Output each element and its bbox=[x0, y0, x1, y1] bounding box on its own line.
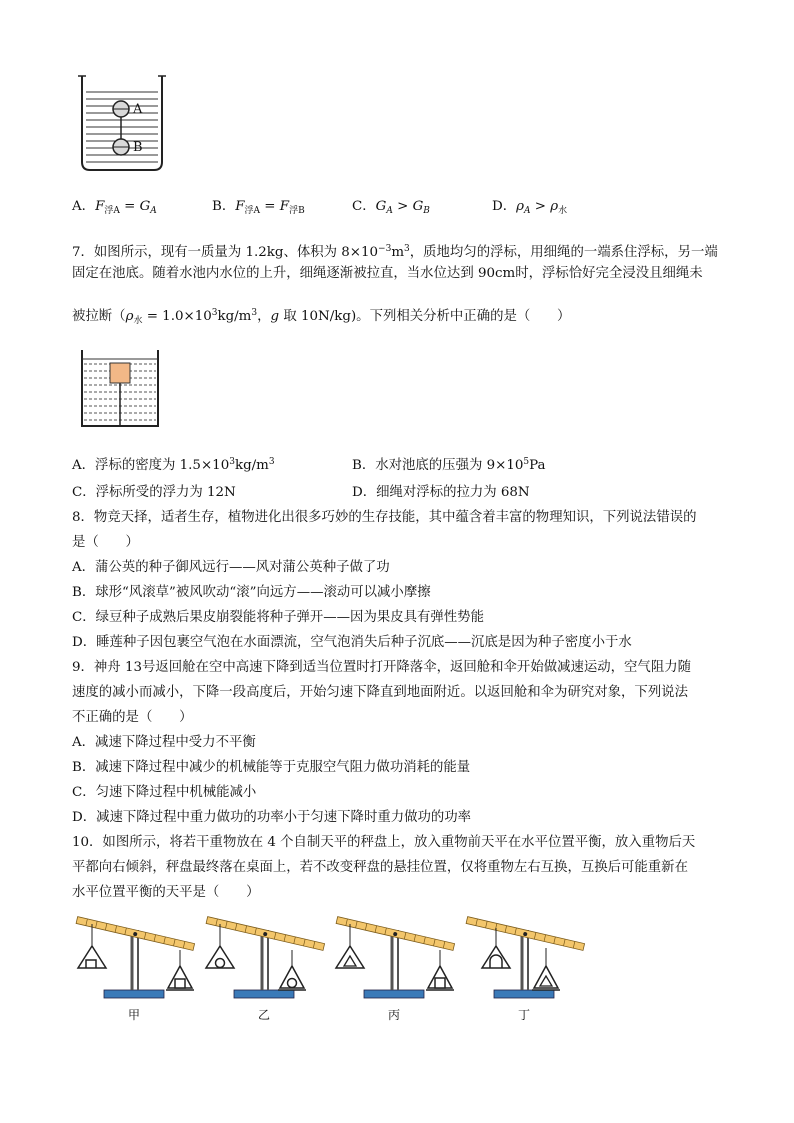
q6-option-c-op: > bbox=[392, 199, 413, 214]
q9-stem-line2: 速度的减小而减小，下降一段高度后，开始匀速下降直到地面附近。以返回舱和伞为研究对象，下列说法 bbox=[72, 685, 688, 700]
q10-stem-line3: 水平位置平衡的天平是（ ） bbox=[72, 885, 260, 900]
q6-option-a-letter: A． bbox=[72, 199, 96, 214]
q9-option-d[interactable]: D．减速下降过程中重力做功的功率小于匀速下降时重力做功的功率 bbox=[72, 810, 472, 825]
q7-line3-e: 取 10N/kg)。下列相关分析中正确的是（ ） bbox=[279, 309, 571, 324]
q6-option-c-rhs: G bbox=[412, 199, 424, 214]
q8-option-a[interactable]: A．蒲公英的种子御风远行——风对蒲公英种子做了功 bbox=[72, 560, 390, 575]
q7-line1-b: m bbox=[391, 245, 405, 260]
q7-stem-line1 bbox=[72, 240, 718, 262]
q7-opt-a-pre: A．浮标的密度为 1.5×10 bbox=[72, 458, 230, 473]
q6-option-b-rhs-sub: 浮B bbox=[289, 206, 305, 216]
q6-beaker-figure bbox=[70, 72, 170, 176]
q7-line1-exp: −3 bbox=[378, 244, 392, 254]
q9-option-b[interactable]: B．减速下降过程中减少的机械能等于克服空气阻力做功消耗的能量 bbox=[72, 760, 471, 775]
ball-b-label: B bbox=[133, 140, 143, 155]
balance-jia bbox=[70, 910, 200, 1002]
q6-option-a[interactable] bbox=[72, 198, 157, 220]
q6-option-c-letter: C． bbox=[352, 199, 376, 214]
q7-line3-exp: 3 bbox=[211, 308, 218, 318]
q6-option-d-rhs-sub: 水 bbox=[558, 206, 568, 216]
q7-opt-a-exp2: 3 bbox=[268, 457, 275, 467]
q6-option-b-letter: B． bbox=[212, 199, 236, 214]
q7-pool-figure bbox=[80, 350, 160, 428]
q7-opt-a-exp: 3 bbox=[229, 457, 235, 467]
q6-option-d-lhs-sub: A bbox=[524, 206, 531, 216]
q6-option-b-lhs-sub: 浮A bbox=[244, 206, 261, 216]
q7-line3-c: kg/m bbox=[217, 309, 252, 324]
q6-option-d-lhs: ρ bbox=[516, 199, 525, 214]
q8-option-d[interactable]: D．睡莲种子因包裹空气泡在水面漂流，空气泡消失后种子沉底——沉底是因为种子密度小于水 bbox=[72, 635, 632, 650]
q6-option-b-rhs: F bbox=[279, 199, 290, 214]
q8-option-c[interactable]: C．绿豆种子成熟后果皮崩裂能将种子弹开——因为果皮具有弹性势能 bbox=[72, 610, 484, 625]
q6-option-b-lhs: F bbox=[235, 199, 245, 214]
q6-option-c-lhs-sub: A bbox=[386, 206, 393, 216]
caption-ding: 丁 bbox=[518, 1008, 531, 1022]
caption-jia: 甲 bbox=[128, 1008, 141, 1022]
balance-yi bbox=[200, 910, 330, 1002]
float-block bbox=[110, 363, 130, 383]
q7-line1-a: 7．如图所示，现有一质量为 1.2kg、体积为 8×10 bbox=[72, 245, 379, 260]
balance-bing bbox=[330, 910, 460, 1002]
q8-stem-line2: 是（ ） bbox=[72, 535, 139, 550]
q6-option-b[interactable] bbox=[212, 198, 305, 220]
caption-bing: 丙 bbox=[388, 1008, 401, 1022]
q10-stem-line1: 10．如图所示，将若干重物放在 4 个自制天平的秤盘上，放入重物前天平在水平位置平衡，放入重物后天 bbox=[72, 835, 696, 850]
q6-option-a-op: = bbox=[119, 199, 140, 214]
q7-line3-g: g bbox=[270, 309, 280, 324]
q7-line3-a: 被拉断（ bbox=[72, 309, 126, 324]
q7-option-c[interactable]: C．浮标所受的浮力为 12N bbox=[72, 485, 236, 500]
q6-option-a-lhs-sub: 浮A bbox=[104, 206, 120, 216]
q6-option-c[interactable] bbox=[352, 198, 430, 220]
q9-option-a[interactable]: A．减速下降过程中受力不平衡 bbox=[72, 735, 256, 750]
q9-option-c[interactable]: C．匀速下降过程中机械能减小 bbox=[72, 785, 257, 800]
q7-opt-a-post: kg/m bbox=[234, 458, 269, 473]
q9-stem-line3: 不正确的是（ ） bbox=[72, 710, 193, 725]
q7-option-b[interactable] bbox=[352, 453, 546, 475]
q7-line3-d: ， bbox=[257, 309, 271, 324]
q6-option-c-rhs-sub: B bbox=[423, 206, 430, 216]
q8-option-b[interactable]: B．球形“风滚草”被风吹动“滚”向远方——滚动可以减小摩擦 bbox=[72, 585, 431, 600]
q6-option-b-op: = bbox=[260, 199, 280, 214]
q7-stem-line3 bbox=[72, 304, 570, 330]
q7-option-d[interactable]: D．细绳对浮标的拉力为 68N bbox=[352, 485, 530, 500]
q7-stem-line2: 固定在池底。随着水池内水位的上升，细绳逐渐被拉直，当水位达到 90cm时，浮标恰好完全浸没且细绳未 bbox=[72, 266, 703, 281]
q7-opt-b-post: Pa bbox=[529, 458, 546, 473]
q7-line3-rho-sub: 水 bbox=[133, 316, 143, 326]
balance-ding bbox=[460, 910, 590, 1002]
q7-line3-exp2: 3 bbox=[251, 308, 258, 318]
q6-option-a-rhs: G bbox=[139, 199, 151, 214]
q10-stem-line2: 平都向右倾斜，秤盘最终落在桌面上，若不改变秤盘的悬挂位置，仅将重物左右互换，互换后可能重新在 bbox=[72, 860, 688, 875]
q8-stem-line1: 8．物竞天择，适者生存，植物进化出很多巧妙的生存技能，其中蕴含着丰富的物理知识，下列说法错误的 bbox=[72, 510, 697, 525]
q6-option-a-lhs: F bbox=[95, 199, 105, 214]
q7-line1-c: ，质地均匀的浮标，用细绳的一端系住浮标，另一端 bbox=[409, 245, 718, 260]
q6-option-a-rhs-sub: A bbox=[150, 206, 157, 216]
caption-yi: 乙 bbox=[258, 1008, 271, 1022]
q6-option-c-lhs: G bbox=[375, 199, 387, 214]
q7-opt-b-exp: 5 bbox=[523, 457, 530, 467]
q7-line3-b: = 1.0×10 bbox=[142, 309, 212, 324]
q7-line1-exp2: 3 bbox=[404, 244, 410, 254]
q6-option-d-letter: D． bbox=[492, 199, 517, 214]
q7-opt-b-pre: B．水对池底的压强为 9×10 bbox=[352, 458, 524, 473]
q7-line3-rho: ρ bbox=[125, 309, 134, 324]
q9-stem-line1: 9．神舟 13号返回舱在空中高速下降到适当位置时打开降落伞，返回舱和伞开始做减速运动，空气阻力随 bbox=[72, 660, 691, 675]
q6-option-d-rhs: ρ bbox=[550, 199, 559, 214]
q6-option-d-op: > bbox=[530, 199, 551, 214]
q7-option-a[interactable] bbox=[72, 453, 275, 475]
q6-option-d[interactable] bbox=[492, 198, 567, 220]
ball-a-label: A bbox=[133, 102, 143, 117]
